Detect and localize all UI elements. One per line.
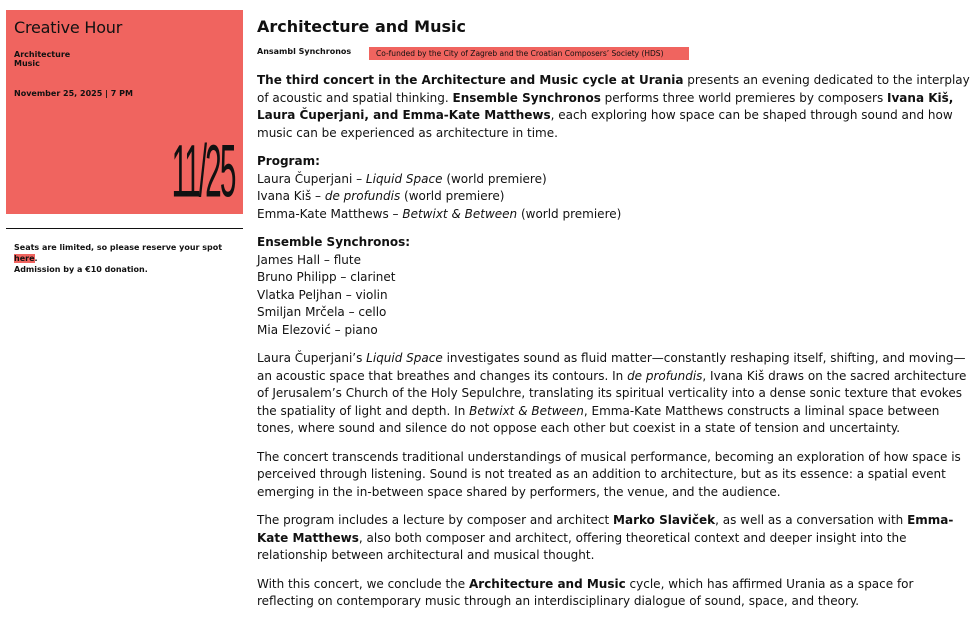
reserve-link[interactable]: here — [14, 254, 35, 263]
seats-end: . — [34, 254, 38, 263]
intro-bold-3: Ivana Kiš, Laura Čuperjani, and Emma-Kate Matthews — [257, 90, 954, 122]
sidebar-divider — [6, 228, 243, 229]
ensemble-member: Vlatka Peljhan – violin — [257, 287, 388, 302]
ensemble-member: Mia Elezović – piano — [257, 322, 378, 337]
desc-italic-1: Liquid Space — [366, 351, 443, 365]
closing-bold-1: Architecture and Music — [468, 576, 626, 591]
description-paragraph — [257, 350, 973, 438]
program-note: (world premiere) — [400, 189, 505, 203]
program-note: (world premiere) — [517, 206, 622, 221]
program-item — [257, 206, 973, 224]
lecture-paragraph — [257, 512, 973, 565]
program-heading: Program: — [257, 154, 320, 168]
tag-music[interactable]: Music — [14, 59, 40, 68]
ensemble-member: Smiljan Mrčela – cello — [257, 305, 387, 319]
lecture-text-2: , as well as a conversation with — [715, 513, 908, 527]
reservation-note — [14, 242, 244, 275]
closing-text-1: With this concert, we conclude the — [257, 576, 469, 591]
tag-architecture[interactable]: Architecture — [14, 50, 71, 59]
desc-text-1: Laura Čuperjani’s — [257, 351, 367, 365]
funding-badge: Co-funded by the City of Zagreb and the Croatian Composers’ Society (HDS) — [369, 47, 689, 60]
intro-bold-1: The third concert in the Architecture and Music cycle at Urania — [257, 73, 684, 87]
program-work: de profundis — [324, 189, 401, 203]
main-content — [257, 16, 973, 611]
closing-text-2: cycle, which has affirmed Urania as a space for reflecting on contemporary music through an interdisciplinary dialogue of sound, space, and theory. — [257, 576, 914, 608]
program-work: Liquid Space — [365, 171, 443, 186]
desc-text-3: , Ivana Kiš draws on the sacred architecture of Jerusalem’s Church of the Holy Sepulchre, translating its spiritual verticality into a dense sonic texture that evokes the spatiality of light and depth. In — [257, 368, 967, 418]
seats-text: Seats are limited, so please reserve your spot — [14, 243, 223, 252]
program-item — [257, 171, 973, 189]
admission-text: Admission by a €10 donation. — [14, 265, 148, 274]
intro-text-3: , each exploring how space can be shaped through sound and how music can be experienced as architecture in time. — [257, 108, 953, 140]
lecture-bold-1: Marko Slaviček — [613, 513, 716, 527]
program-composer: Emma-Kate Matthews – — [257, 206, 403, 221]
closing-paragraph — [257, 576, 973, 611]
program-composer: Ivana Kiš – — [257, 189, 325, 203]
desc-italic-3: Betwixt & Between — [469, 403, 584, 418]
event-date: November 25, 2025 | 7 PM — [14, 89, 133, 98]
page-title: Architecture and Music — [257, 17, 466, 36]
intro-paragraph — [257, 72, 973, 142]
desc-italic-2: de profundis — [627, 368, 703, 383]
ensemble-section — [257, 234, 973, 339]
card-tags — [14, 50, 70, 68]
program-note: (world premiere) — [442, 171, 547, 186]
ensemble-member: Bruno Philipp – clarinet — [257, 270, 396, 284]
program-item — [257, 188, 973, 206]
ensemble-heading: Ensemble Synchronos: — [257, 235, 411, 249]
program-composer: Laura Čuperjani – — [257, 171, 366, 186]
event-card — [6, 10, 243, 214]
ensemble-tag[interactable]: Ansambl Synchronos — [257, 47, 352, 56]
big-date-display: 11/25 — [172, 131, 235, 214]
event-meta — [257, 47, 973, 61]
program-section — [257, 153, 973, 223]
transcends-paragraph: The concert transcends traditional understandings of musical performance, becoming an exploration of how space is perceived through listening. Sound is not treated as an addition to architecture, but as its essence: a spatial event emerging in the in-between space shared by performers, the venue, and the audience. — [257, 449, 961, 499]
program-work: Betwixt & Between — [402, 206, 518, 221]
lecture-text-3: , also both composer and architect, offering theoretical context and deeper insight into the relationship between architectural and musical thought. — [257, 530, 907, 562]
lecture-bold-2: Emma-Kate Matthews — [257, 513, 954, 545]
card-title: Creative Hour — [14, 18, 123, 37]
intro-text-1: presents an evening dedicated to the interplay of acoustic and spatial thinking. — [257, 73, 970, 105]
intro-bold-2: Ensemble Synchronos — [452, 90, 601, 105]
intro-text-2: performs three world premieres by composers — [600, 90, 888, 105]
ensemble-member: James Hall – flute — [257, 252, 361, 267]
desc-text-4: , Emma-Kate Matthews constructs a liminal space between tones, where sound and silence do not oppose each other but coexist in a state of tension and uncertainty. — [257, 403, 940, 435]
desc-text-2: investigates sound as fluid matter—constantly reshaping itself, shifting, and moving—an acoustic space that breathes and changes its contours. In — [257, 351, 966, 383]
lecture-text-1: The program includes a lecture by composer and architect — [257, 513, 614, 527]
